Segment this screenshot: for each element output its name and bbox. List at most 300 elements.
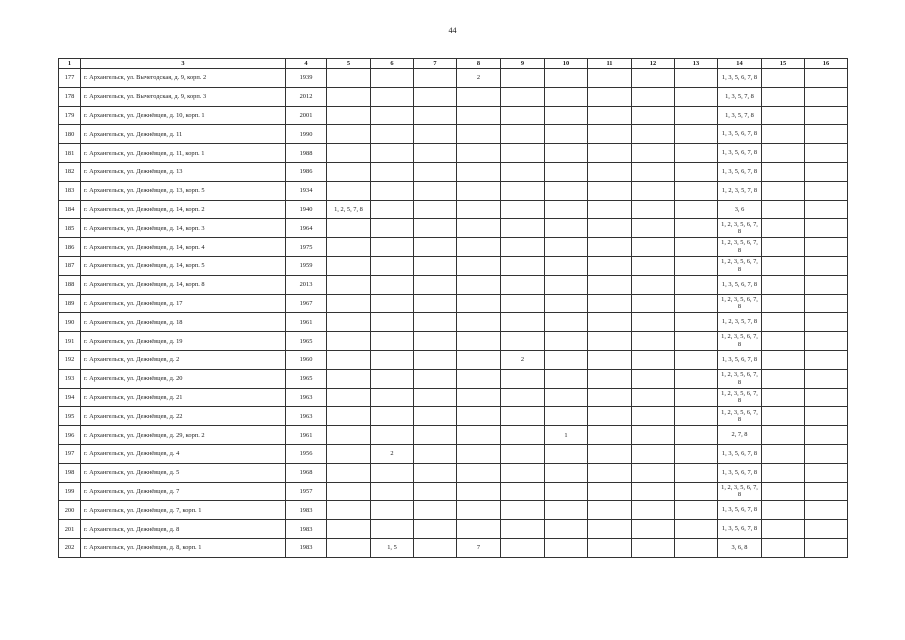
table-cell-col-13 bbox=[675, 106, 718, 125]
table-cell-col-7 bbox=[414, 313, 457, 332]
table-cell-col-6 bbox=[371, 106, 414, 125]
table-cell-col-16 bbox=[805, 501, 848, 520]
table-cell-col-13 bbox=[675, 313, 718, 332]
table-cell-col-16 bbox=[805, 463, 848, 482]
column-header-4: 4 bbox=[286, 59, 327, 69]
table-cell-col-9 bbox=[501, 388, 545, 407]
table-cell-col-15 bbox=[762, 350, 805, 369]
table-cell-col-7 bbox=[414, 275, 457, 294]
table-cell-col-5 bbox=[327, 256, 371, 275]
table-cell-col-3: г. Архангельск, ул. Дежнёвцев, д. 13 bbox=[81, 162, 286, 181]
table-cell-col-14: 1, 3, 5, 6, 7, 8 bbox=[718, 69, 762, 88]
table-cell-col-7 bbox=[414, 501, 457, 520]
table-cell-col-14: 3, 6, 8 bbox=[718, 538, 762, 557]
table-cell-col-13 bbox=[675, 294, 718, 313]
table-cell-col-7 bbox=[414, 69, 457, 88]
table-cell-col-8 bbox=[457, 501, 501, 520]
table-cell-col-16 bbox=[805, 369, 848, 388]
table-cell-col-9 bbox=[501, 238, 545, 257]
table-cell-col-3: г. Архангельск, ул. Дежнёвцев, д. 17 bbox=[81, 294, 286, 313]
table-cell-col-16 bbox=[805, 238, 848, 257]
table-cell-col-9 bbox=[501, 200, 545, 219]
table-cell-col-15 bbox=[762, 256, 805, 275]
table-cell-col-12 bbox=[632, 162, 675, 181]
table-cell-col-7 bbox=[414, 332, 457, 351]
table-cell-col-6 bbox=[371, 463, 414, 482]
table-cell-col-5 bbox=[327, 69, 371, 88]
table-cell-col-10 bbox=[545, 200, 588, 219]
table-cell-col-11 bbox=[588, 369, 632, 388]
table-cell-col-3: г. Архангельск, ул. Дежнёвцев, д. 7 bbox=[81, 482, 286, 501]
table-cell-col-8 bbox=[457, 144, 501, 163]
table-cell-col-12 bbox=[632, 332, 675, 351]
table-cell-col-1: 189 bbox=[59, 294, 81, 313]
table-cell-col-9 bbox=[501, 294, 545, 313]
table-cell-col-5 bbox=[327, 144, 371, 163]
table-cell-col-5 bbox=[327, 332, 371, 351]
table-cell-col-14: 1, 3, 5, 6, 7, 8 bbox=[718, 275, 762, 294]
table-cell-col-9 bbox=[501, 482, 545, 501]
table-cell-col-7 bbox=[414, 482, 457, 501]
table-cell-col-13 bbox=[675, 444, 718, 463]
table-cell-col-15 bbox=[762, 501, 805, 520]
table-cell-col-13 bbox=[675, 219, 718, 238]
table-cell-col-14: 1, 2, 3, 5, 7, 8 bbox=[718, 313, 762, 332]
table-cell-col-10 bbox=[545, 407, 588, 426]
table-cell-col-5 bbox=[327, 444, 371, 463]
table-cell-col-10 bbox=[545, 463, 588, 482]
table-cell-col-9 bbox=[501, 275, 545, 294]
table-cell-col-12 bbox=[632, 369, 675, 388]
table-cell-col-10: 1 bbox=[545, 426, 588, 445]
table-cell-col-15 bbox=[762, 313, 805, 332]
table-cell-col-7 bbox=[414, 407, 457, 426]
table-row bbox=[59, 388, 848, 407]
table-cell-col-4: 1965 bbox=[286, 369, 327, 388]
table-cell-col-7 bbox=[414, 87, 457, 106]
table-cell-col-1: 178 bbox=[59, 87, 81, 106]
table-cell-col-6 bbox=[371, 181, 414, 200]
table-cell-col-7 bbox=[414, 388, 457, 407]
table-row bbox=[59, 87, 848, 106]
table-cell-col-15 bbox=[762, 219, 805, 238]
table-cell-col-4: 1939 bbox=[286, 69, 327, 88]
table-cell-col-6 bbox=[371, 369, 414, 388]
table-cell-col-6 bbox=[371, 256, 414, 275]
table-cell-col-11 bbox=[588, 219, 632, 238]
table-cell-col-4: 1975 bbox=[286, 238, 327, 257]
table-cell-col-6 bbox=[371, 388, 414, 407]
table-cell-col-6 bbox=[371, 219, 414, 238]
table-cell-col-9 bbox=[501, 463, 545, 482]
table-cell-col-5 bbox=[327, 106, 371, 125]
table-cell-col-1: 177 bbox=[59, 69, 81, 88]
table-cell-col-3: г. Архангельск, ул. Дежнёвцев, д. 14, корп. 4 bbox=[81, 238, 286, 257]
table-cell-col-13 bbox=[675, 87, 718, 106]
table-cell-col-7 bbox=[414, 294, 457, 313]
table-cell-col-4: 2013 bbox=[286, 275, 327, 294]
table-cell-col-6: 2 bbox=[371, 444, 414, 463]
table-cell-col-3: г. Архангельск, ул. Дежнёвцев, д. 11, корп. 1 bbox=[81, 144, 286, 163]
table-cell-col-8: 7 bbox=[457, 538, 501, 557]
table-cell-col-12 bbox=[632, 256, 675, 275]
table-cell-col-16 bbox=[805, 426, 848, 445]
table-cell-col-1: 187 bbox=[59, 256, 81, 275]
table-cell-col-6 bbox=[371, 162, 414, 181]
table-cell-col-7 bbox=[414, 463, 457, 482]
column-header-1: 1 bbox=[59, 59, 81, 69]
table-cell-col-1: 182 bbox=[59, 162, 81, 181]
table-cell-col-8 bbox=[457, 87, 501, 106]
table-cell-col-8 bbox=[457, 238, 501, 257]
table-cell-col-11 bbox=[588, 106, 632, 125]
table-cell-col-12 bbox=[632, 350, 675, 369]
table-cell-col-8 bbox=[457, 181, 501, 200]
table-cell-col-1: 200 bbox=[59, 501, 81, 520]
table-cell-col-16 bbox=[805, 256, 848, 275]
table-cell-col-14: 1, 3, 5, 6, 7, 8 bbox=[718, 125, 762, 144]
table-cell-col-15 bbox=[762, 538, 805, 557]
table-cell-col-6 bbox=[371, 332, 414, 351]
table-cell-col-15 bbox=[762, 238, 805, 257]
table-cell-col-11 bbox=[588, 238, 632, 257]
table-row bbox=[59, 350, 848, 369]
table-cell-col-3: г. Архангельск, ул. Дежнёвцев, д. 5 bbox=[81, 463, 286, 482]
table-cell-col-5 bbox=[327, 87, 371, 106]
table-cell-col-8 bbox=[457, 426, 501, 445]
table-cell-col-1: 190 bbox=[59, 313, 81, 332]
table-row bbox=[59, 332, 848, 351]
table-cell-col-6 bbox=[371, 87, 414, 106]
table-cell-col-8 bbox=[457, 350, 501, 369]
table-cell-col-11 bbox=[588, 69, 632, 88]
table-cell-col-14: 1, 2, 3, 5, 6, 7, 8 bbox=[718, 219, 762, 238]
table-row bbox=[59, 426, 848, 445]
table-cell-col-15 bbox=[762, 106, 805, 125]
table-cell-col-14: 1, 2, 3, 5, 6, 7, 8 bbox=[718, 256, 762, 275]
table-cell-col-3: г. Архангельск, ул. Дежнёвцев, д. 29, корп. 2 bbox=[81, 426, 286, 445]
table-cell-col-3: г. Архангельск, ул. Вычегодская, д. 9, корп. 2 bbox=[81, 69, 286, 88]
table-cell-col-4: 1965 bbox=[286, 332, 327, 351]
table-cell-col-8 bbox=[457, 444, 501, 463]
column-header-6: 6 bbox=[371, 59, 414, 69]
table-cell-col-16 bbox=[805, 444, 848, 463]
table-cell-col-13 bbox=[675, 520, 718, 539]
table-cell-col-10 bbox=[545, 106, 588, 125]
table-cell-col-12 bbox=[632, 426, 675, 445]
table-row bbox=[59, 482, 848, 501]
table-cell-col-3: г. Архангельск, ул. Дежнёвцев, д. 14, корп. 5 bbox=[81, 256, 286, 275]
table-cell-col-8 bbox=[457, 388, 501, 407]
table-cell-col-12 bbox=[632, 275, 675, 294]
table-cell-col-16 bbox=[805, 69, 848, 88]
table-cell-col-15 bbox=[762, 407, 805, 426]
table-cell-col-11 bbox=[588, 426, 632, 445]
header-row bbox=[59, 59, 848, 69]
table-cell-col-4: 1983 bbox=[286, 501, 327, 520]
table-cell-col-10 bbox=[545, 275, 588, 294]
column-header-3: 3 bbox=[81, 59, 286, 69]
table-cell-col-11 bbox=[588, 463, 632, 482]
table-cell-col-9 bbox=[501, 313, 545, 332]
table-cell-col-9 bbox=[501, 369, 545, 388]
table-cell-col-15 bbox=[762, 294, 805, 313]
table-cell-col-9 bbox=[501, 125, 545, 144]
table-cell-col-16 bbox=[805, 482, 848, 501]
table-cell-col-11 bbox=[588, 407, 632, 426]
table-cell-col-15 bbox=[762, 463, 805, 482]
table-cell-col-8 bbox=[457, 332, 501, 351]
table-cell-col-6 bbox=[371, 350, 414, 369]
table-cell-col-10 bbox=[545, 388, 588, 407]
table-cell-col-16 bbox=[805, 520, 848, 539]
table-cell-col-13 bbox=[675, 181, 718, 200]
table-cell-col-14: 1, 2, 3, 5, 6, 7, 8 bbox=[718, 332, 762, 351]
table-cell-col-14: 1, 3, 5, 7, 8 bbox=[718, 106, 762, 125]
table-cell-col-6 bbox=[371, 125, 414, 144]
table-cell-col-5 bbox=[327, 482, 371, 501]
table-row bbox=[59, 501, 848, 520]
column-header-13: 13 bbox=[675, 59, 718, 69]
table-cell-col-9 bbox=[501, 87, 545, 106]
table-cell-col-4: 1961 bbox=[286, 313, 327, 332]
table-cell-col-9 bbox=[501, 162, 545, 181]
table-cell-col-13 bbox=[675, 125, 718, 144]
table-cell-col-3: г. Архангельск, ул. Дежнёвцев, д. 22 bbox=[81, 407, 286, 426]
table-cell-col-7 bbox=[414, 520, 457, 539]
table-cell-col-8 bbox=[457, 313, 501, 332]
table-cell-col-4: 1959 bbox=[286, 256, 327, 275]
table-cell-col-4: 1964 bbox=[286, 219, 327, 238]
table-cell-col-14: 1, 3, 5, 6, 7, 8 bbox=[718, 463, 762, 482]
table-cell-col-16 bbox=[805, 125, 848, 144]
table-cell-col-4: 1940 bbox=[286, 200, 327, 219]
table-cell-col-3: г. Архангельск, ул. Дежнёвцев, д. 4 bbox=[81, 444, 286, 463]
table-cell-col-8 bbox=[457, 463, 501, 482]
table-cell-col-13 bbox=[675, 238, 718, 257]
table-cell-col-10 bbox=[545, 125, 588, 144]
table-cell-col-14: 1, 3, 5, 6, 7, 8 bbox=[718, 444, 762, 463]
table-cell-col-9 bbox=[501, 181, 545, 200]
table-cell-col-11 bbox=[588, 388, 632, 407]
table-cell-col-1: 195 bbox=[59, 407, 81, 426]
table-cell-col-4: 1963 bbox=[286, 388, 327, 407]
table-row bbox=[59, 444, 848, 463]
table-cell-col-12 bbox=[632, 313, 675, 332]
table-cell-col-14: 1, 3, 5, 6, 7, 8 bbox=[718, 350, 762, 369]
table-cell-col-3: г. Архангельск, ул. Дежнёвцев, д. 8, корп. 1 bbox=[81, 538, 286, 557]
column-header-8: 8 bbox=[457, 59, 501, 69]
table-cell-col-14: 1, 3, 5, 6, 7, 8 bbox=[718, 501, 762, 520]
table-cell-col-1: 180 bbox=[59, 125, 81, 144]
table-cell-col-16 bbox=[805, 350, 848, 369]
table-cell-col-11 bbox=[588, 162, 632, 181]
table-cell-col-5 bbox=[327, 388, 371, 407]
table-cell-col-9 bbox=[501, 520, 545, 539]
table-cell-col-12 bbox=[632, 538, 675, 557]
table-cell-col-10 bbox=[545, 219, 588, 238]
table-cell-col-13 bbox=[675, 332, 718, 351]
table-cell-col-16 bbox=[805, 219, 848, 238]
table-cell-col-5 bbox=[327, 501, 371, 520]
table-row bbox=[59, 463, 848, 482]
table-cell-col-5 bbox=[327, 538, 371, 557]
table-row bbox=[59, 538, 848, 557]
table-cell-col-10 bbox=[545, 181, 588, 200]
column-header-15: 15 bbox=[762, 59, 805, 69]
table-cell-col-9 bbox=[501, 69, 545, 88]
table-cell-col-1: 192 bbox=[59, 350, 81, 369]
table-cell-col-1: 185 bbox=[59, 219, 81, 238]
table-row bbox=[59, 238, 848, 257]
table-cell-col-6 bbox=[371, 482, 414, 501]
table-cell-col-3: г. Архангельск, ул. Дежнёвцев, д. 11 bbox=[81, 125, 286, 144]
table-cell-col-5 bbox=[327, 520, 371, 539]
table-cell-col-15 bbox=[762, 444, 805, 463]
table-cell-col-1: 191 bbox=[59, 332, 81, 351]
table-cell-col-1: 183 bbox=[59, 181, 81, 200]
table-cell-col-10 bbox=[545, 369, 588, 388]
table-cell-col-8 bbox=[457, 219, 501, 238]
table-cell-col-6 bbox=[371, 501, 414, 520]
table-cell-col-13 bbox=[675, 256, 718, 275]
table-row bbox=[59, 294, 848, 313]
table-cell-col-11 bbox=[588, 538, 632, 557]
table-cell-col-4: 1983 bbox=[286, 520, 327, 539]
housing-table bbox=[58, 58, 848, 558]
table-cell-col-7 bbox=[414, 350, 457, 369]
table-cell-col-7 bbox=[414, 144, 457, 163]
table-cell-col-8 bbox=[457, 106, 501, 125]
table-cell-col-14: 1, 3, 5, 6, 7, 8 bbox=[718, 520, 762, 539]
table-cell-col-8 bbox=[457, 162, 501, 181]
table-cell-col-3: г. Архангельск, ул. Дежнёвцев, д. 14, корп. 3 bbox=[81, 219, 286, 238]
table-cell-col-9 bbox=[501, 407, 545, 426]
table-cell-col-3: г. Архангельск, ул. Дежнёвцев, д. 20 bbox=[81, 369, 286, 388]
table-cell-col-3: г. Архангельск, ул. Вычегодская, д. 9, корп. 3 bbox=[81, 87, 286, 106]
table-cell-col-5 bbox=[327, 294, 371, 313]
table-cell-col-12 bbox=[632, 69, 675, 88]
table-cell-col-4: 1986 bbox=[286, 162, 327, 181]
table-cell-col-13 bbox=[675, 538, 718, 557]
table-cell-col-3: г. Архангельск, ул. Дежнёвцев, д. 10, корп. 1 bbox=[81, 106, 286, 125]
table-cell-col-8: 2 bbox=[457, 69, 501, 88]
table-row bbox=[59, 369, 848, 388]
table-cell-col-7 bbox=[414, 426, 457, 445]
table-cell-col-3: г. Архангельск, ул. Дежнёвцев, д. 8 bbox=[81, 520, 286, 539]
table-row bbox=[59, 69, 848, 88]
column-header-16: 16 bbox=[805, 59, 848, 69]
table-cell-col-14: 1, 2, 3, 5, 6, 7, 8 bbox=[718, 388, 762, 407]
table-cell-col-12 bbox=[632, 144, 675, 163]
table-cell-col-1: 186 bbox=[59, 238, 81, 257]
table-cell-col-4: 2012 bbox=[286, 87, 327, 106]
table-cell-col-16 bbox=[805, 106, 848, 125]
table-cell-col-10 bbox=[545, 444, 588, 463]
table-cell-col-8 bbox=[457, 520, 501, 539]
table-cell-col-12 bbox=[632, 482, 675, 501]
table-cell-col-6: 1, 5 bbox=[371, 538, 414, 557]
table-cell-col-7 bbox=[414, 181, 457, 200]
table-cell-col-13 bbox=[675, 407, 718, 426]
table-cell-col-6 bbox=[371, 144, 414, 163]
table-cell-col-3: г. Архангельск, ул. Дежнёвцев, д. 13, корп. 5 bbox=[81, 181, 286, 200]
table-cell-col-14: 1, 2, 3, 5, 6, 7, 8 bbox=[718, 407, 762, 426]
table-cell-col-11 bbox=[588, 294, 632, 313]
table-cell-col-16 bbox=[805, 87, 848, 106]
table-cell-col-14: 2, 7, 8 bbox=[718, 426, 762, 445]
table-cell-col-10 bbox=[545, 144, 588, 163]
table-cell-col-4: 1956 bbox=[286, 444, 327, 463]
table-cell-col-5 bbox=[327, 181, 371, 200]
table-cell-col-1: 184 bbox=[59, 200, 81, 219]
table-cell-col-12 bbox=[632, 106, 675, 125]
table-cell-col-11 bbox=[588, 350, 632, 369]
table-cell-col-16 bbox=[805, 275, 848, 294]
table-cell-col-4: 2001 bbox=[286, 106, 327, 125]
table-cell-col-11 bbox=[588, 501, 632, 520]
table-cell-col-5 bbox=[327, 275, 371, 294]
table-cell-col-7 bbox=[414, 162, 457, 181]
table-row bbox=[59, 520, 848, 539]
table-cell-col-4: 1967 bbox=[286, 294, 327, 313]
table-row bbox=[59, 200, 848, 219]
table-cell-col-8 bbox=[457, 256, 501, 275]
column-header-11: 11 bbox=[588, 59, 632, 69]
column-header-10: 10 bbox=[545, 59, 588, 69]
table-cell-col-8 bbox=[457, 369, 501, 388]
table-cell-col-12 bbox=[632, 181, 675, 200]
table-cell-col-4: 1983 bbox=[286, 538, 327, 557]
table-cell-col-12 bbox=[632, 219, 675, 238]
table-cell-col-4: 1968 bbox=[286, 463, 327, 482]
table-cell-col-15 bbox=[762, 426, 805, 445]
table-cell-col-11 bbox=[588, 444, 632, 463]
table-cell-col-16 bbox=[805, 388, 848, 407]
table-cell-col-3: г. Архангельск, ул. Дежнёвцев, д. 7, корп. 1 bbox=[81, 501, 286, 520]
table-cell-col-11 bbox=[588, 313, 632, 332]
table-cell-col-16 bbox=[805, 181, 848, 200]
table-cell-col-10 bbox=[545, 313, 588, 332]
table-cell-col-15 bbox=[762, 181, 805, 200]
table-cell-col-12 bbox=[632, 238, 675, 257]
table-cell-col-16 bbox=[805, 294, 848, 313]
table-cell-col-7 bbox=[414, 125, 457, 144]
table-row bbox=[59, 313, 848, 332]
table-row bbox=[59, 162, 848, 181]
table-cell-col-12 bbox=[632, 125, 675, 144]
table-cell-col-11 bbox=[588, 256, 632, 275]
table-cell-col-1: 194 bbox=[59, 388, 81, 407]
table-cell-col-13 bbox=[675, 369, 718, 388]
table-cell-col-15 bbox=[762, 332, 805, 351]
table-cell-col-5 bbox=[327, 238, 371, 257]
table-cell-col-10 bbox=[545, 520, 588, 539]
table-cell-col-1: 181 bbox=[59, 144, 81, 163]
table-cell-col-7 bbox=[414, 219, 457, 238]
table-cell-col-15 bbox=[762, 388, 805, 407]
table-cell-col-14: 1, 2, 3, 5, 6, 7, 8 bbox=[718, 369, 762, 388]
table-cell-col-9 bbox=[501, 106, 545, 125]
table-cell-col-6 bbox=[371, 426, 414, 445]
table-cell-col-10 bbox=[545, 350, 588, 369]
table-cell-col-5 bbox=[327, 162, 371, 181]
table-cell-col-5 bbox=[327, 125, 371, 144]
table-cell-col-16 bbox=[805, 144, 848, 163]
table-cell-col-4: 1957 bbox=[286, 482, 327, 501]
table-cell-col-11 bbox=[588, 275, 632, 294]
table-cell-col-14: 3, 6 bbox=[718, 200, 762, 219]
